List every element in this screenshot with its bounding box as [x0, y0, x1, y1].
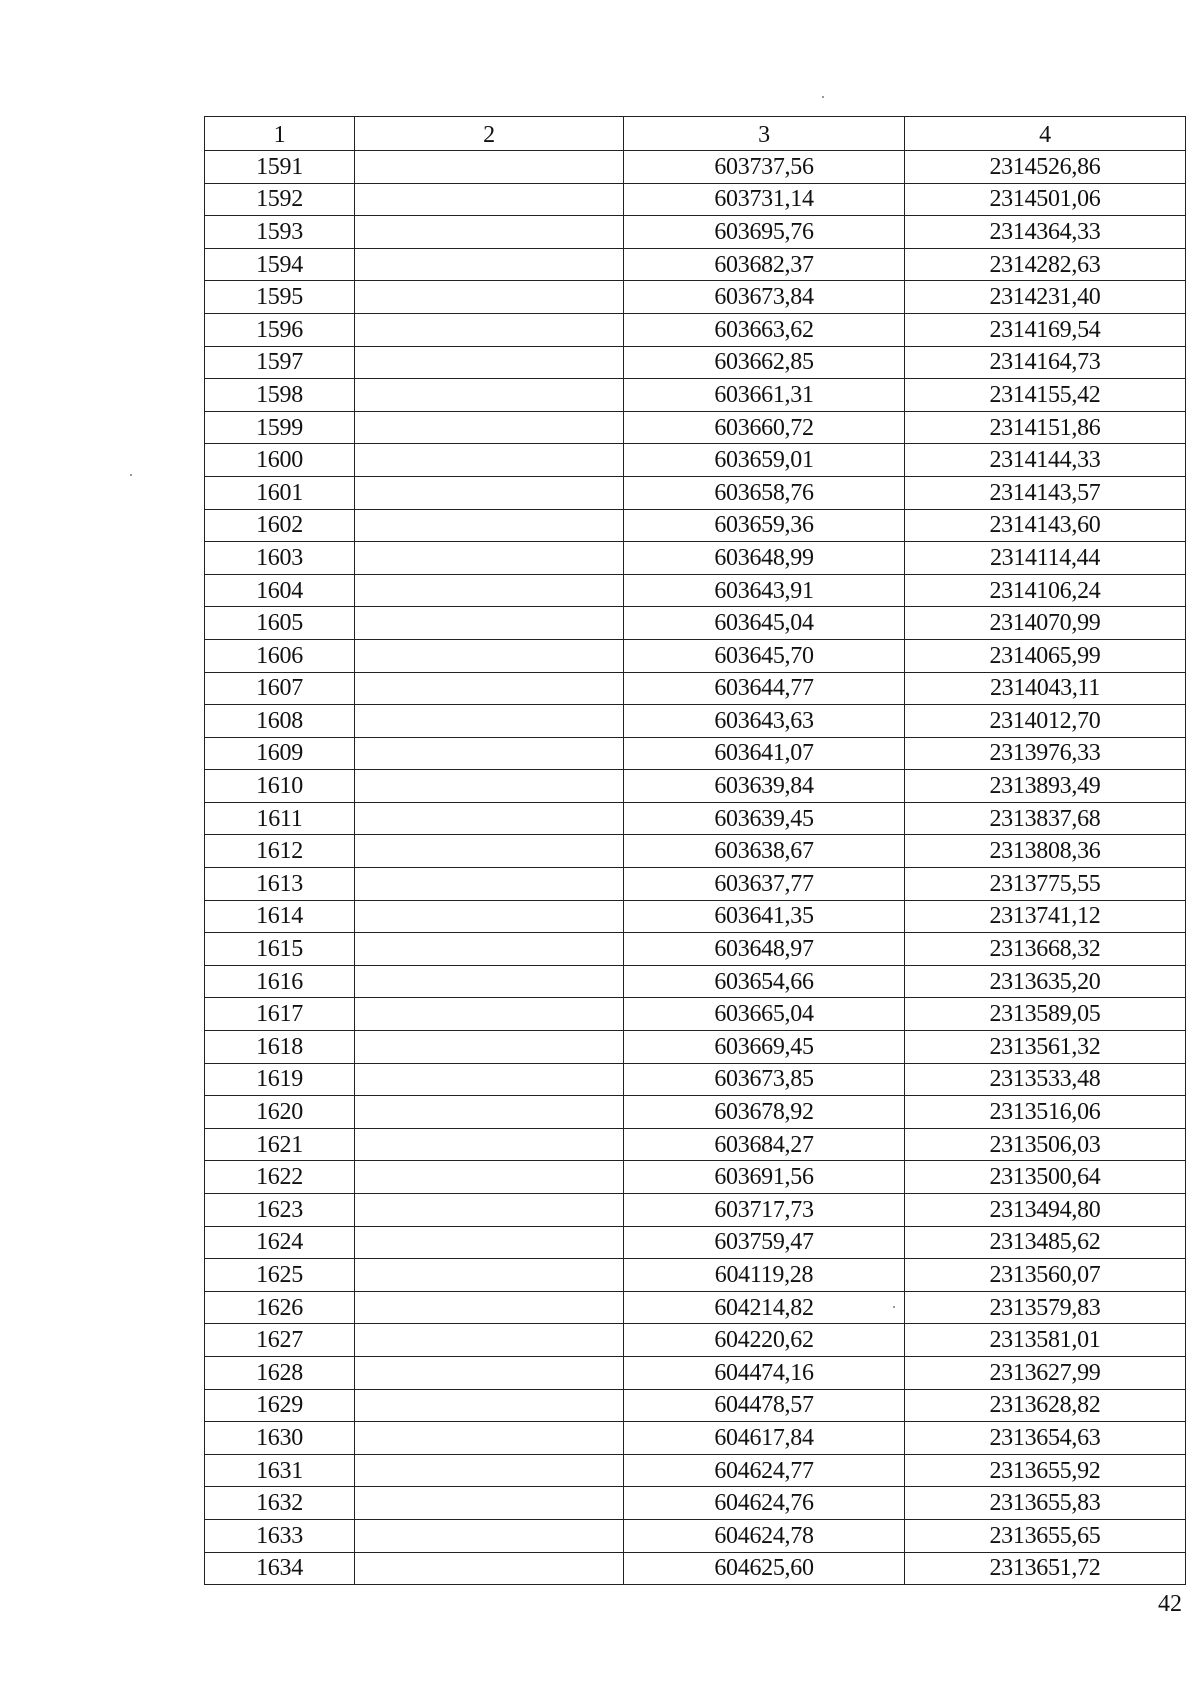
y-coordinate-cell: 2313589,05	[905, 998, 1186, 1031]
empty-cell	[355, 1128, 624, 1161]
x-coordinate-cell: 603638,67	[624, 835, 905, 868]
x-coordinate-cell: 603637,77	[624, 868, 905, 901]
table-row	[205, 1422, 1186, 1455]
x-coordinate-cell: 603695,76	[624, 216, 905, 249]
x-coordinate-cell: 603641,35	[624, 900, 905, 933]
x-coordinate-cell: 604119,28	[624, 1259, 905, 1292]
empty-cell	[355, 151, 624, 184]
empty-cell	[355, 1063, 624, 1096]
y-coordinate-cell: 2313893,49	[905, 770, 1186, 803]
table-row	[205, 281, 1186, 314]
table-row	[205, 1259, 1186, 1292]
point-number-cell: 1614	[205, 900, 355, 933]
point-number-cell: 1595	[205, 281, 355, 314]
x-coordinate-cell: 604214,82	[624, 1291, 905, 1324]
x-coordinate-cell: 603643,91	[624, 574, 905, 607]
x-coordinate-cell: 603641,07	[624, 737, 905, 770]
y-coordinate-cell: 2313494,80	[905, 1194, 1186, 1227]
y-coordinate-cell: 2313651,72	[905, 1552, 1186, 1585]
x-coordinate-cell: 603759,47	[624, 1226, 905, 1259]
table-row	[205, 1356, 1186, 1389]
empty-cell	[355, 346, 624, 379]
y-coordinate-cell: 2314526,86	[905, 151, 1186, 184]
empty-cell	[355, 1031, 624, 1064]
table-row	[205, 737, 1186, 770]
x-coordinate-cell: 603645,70	[624, 639, 905, 672]
empty-cell	[355, 965, 624, 998]
empty-cell	[355, 933, 624, 966]
empty-cell	[355, 1096, 624, 1129]
x-coordinate-cell: 603648,99	[624, 542, 905, 575]
table-row	[205, 151, 1186, 184]
point-number-cell: 1619	[205, 1063, 355, 1096]
x-coordinate-cell: 603673,84	[624, 281, 905, 314]
table-row	[205, 542, 1186, 575]
y-coordinate-cell: 2314065,99	[905, 639, 1186, 672]
table-row	[205, 1291, 1186, 1324]
y-coordinate-cell: 2313837,68	[905, 802, 1186, 835]
table-row	[205, 770, 1186, 803]
empty-cell	[355, 1226, 624, 1259]
y-coordinate-cell: 2314155,42	[905, 379, 1186, 412]
x-coordinate-cell: 604625,60	[624, 1552, 905, 1585]
empty-cell	[355, 770, 624, 803]
header-col-3: 3	[624, 117, 905, 151]
table-row	[205, 1389, 1186, 1422]
empty-cell	[355, 183, 624, 216]
point-number-cell: 1600	[205, 444, 355, 477]
x-coordinate-cell: 603654,66	[624, 965, 905, 998]
point-number-cell: 1626	[205, 1291, 355, 1324]
y-coordinate-cell: 2314501,06	[905, 183, 1186, 216]
point-number-cell: 1622	[205, 1161, 355, 1194]
empty-cell	[355, 1291, 624, 1324]
empty-cell	[355, 542, 624, 575]
point-number-cell: 1606	[205, 639, 355, 672]
empty-cell	[355, 509, 624, 542]
empty-cell	[355, 1259, 624, 1292]
x-coordinate-cell: 603648,97	[624, 933, 905, 966]
x-coordinate-cell: 603662,85	[624, 346, 905, 379]
y-coordinate-cell: 2313627,99	[905, 1356, 1186, 1389]
empty-cell	[355, 868, 624, 901]
empty-cell	[355, 574, 624, 607]
y-coordinate-cell: 2314282,63	[905, 248, 1186, 281]
y-coordinate-cell: 2314143,57	[905, 476, 1186, 509]
point-number-cell: 1633	[205, 1519, 355, 1552]
table-row	[205, 509, 1186, 542]
point-number-cell: 1634	[205, 1552, 355, 1585]
header-col-4: 4	[905, 117, 1186, 151]
y-coordinate-cell: 2314043,11	[905, 672, 1186, 705]
y-coordinate-cell: 2314114,44	[905, 542, 1186, 575]
table-row	[205, 346, 1186, 379]
y-coordinate-cell: 2313655,83	[905, 1487, 1186, 1520]
point-number-cell: 1598	[205, 379, 355, 412]
y-coordinate-cell: 2313741,12	[905, 900, 1186, 933]
point-number-cell: 1629	[205, 1389, 355, 1422]
x-coordinate-cell: 603691,56	[624, 1161, 905, 1194]
y-coordinate-cell: 2313654,63	[905, 1422, 1186, 1455]
point-number-cell: 1631	[205, 1454, 355, 1487]
x-coordinate-cell: 604478,57	[624, 1389, 905, 1422]
point-number-cell: 1615	[205, 933, 355, 966]
x-coordinate-cell: 603731,14	[624, 183, 905, 216]
empty-cell	[355, 672, 624, 705]
y-coordinate-cell: 2313516,06	[905, 1096, 1186, 1129]
scan-speck	[822, 96, 824, 98]
y-coordinate-cell: 2313506,03	[905, 1128, 1186, 1161]
point-number-cell: 1601	[205, 476, 355, 509]
table-row	[205, 1552, 1186, 1585]
y-coordinate-cell: 2313500,64	[905, 1161, 1186, 1194]
y-coordinate-cell: 2314151,86	[905, 411, 1186, 444]
point-number-cell: 1604	[205, 574, 355, 607]
x-coordinate-cell: 603678,92	[624, 1096, 905, 1129]
point-number-cell: 1621	[205, 1128, 355, 1161]
table-row	[205, 1031, 1186, 1064]
y-coordinate-cell: 2314144,33	[905, 444, 1186, 477]
empty-cell	[355, 835, 624, 868]
empty-cell	[355, 802, 624, 835]
empty-cell	[355, 998, 624, 1031]
empty-cell	[355, 1324, 624, 1357]
y-coordinate-cell: 2314070,99	[905, 607, 1186, 640]
table-row	[205, 1063, 1186, 1096]
table-row	[205, 216, 1186, 249]
y-coordinate-cell: 2314164,73	[905, 346, 1186, 379]
empty-cell	[355, 1487, 624, 1520]
table-row	[205, 998, 1186, 1031]
x-coordinate-cell: 603661,31	[624, 379, 905, 412]
y-coordinate-cell: 2314012,70	[905, 705, 1186, 738]
x-coordinate-cell: 603639,45	[624, 802, 905, 835]
point-number-cell: 1605	[205, 607, 355, 640]
empty-cell	[355, 1454, 624, 1487]
header-col-1: 1	[205, 117, 355, 151]
table-row	[205, 444, 1186, 477]
table-row	[205, 835, 1186, 868]
empty-cell	[355, 1552, 624, 1585]
table-row	[205, 574, 1186, 607]
table-row	[205, 1519, 1186, 1552]
empty-cell	[355, 1389, 624, 1422]
point-number-cell: 1602	[205, 509, 355, 542]
y-coordinate-cell: 2314106,24	[905, 574, 1186, 607]
table-row	[205, 1324, 1186, 1357]
x-coordinate-cell: 603663,62	[624, 313, 905, 346]
y-coordinate-cell: 2313560,07	[905, 1259, 1186, 1292]
table-row	[205, 965, 1186, 998]
coordinates-table	[204, 116, 1186, 1585]
y-coordinate-cell: 2314364,33	[905, 216, 1186, 249]
x-coordinate-cell: 604617,84	[624, 1422, 905, 1455]
point-number-cell: 1623	[205, 1194, 355, 1227]
empty-cell	[355, 216, 624, 249]
empty-cell	[355, 1519, 624, 1552]
table-row	[205, 900, 1186, 933]
empty-cell	[355, 313, 624, 346]
point-number-cell: 1603	[205, 542, 355, 575]
point-number-cell: 1591	[205, 151, 355, 184]
point-number-cell: 1617	[205, 998, 355, 1031]
x-coordinate-cell: 603643,63	[624, 705, 905, 738]
empty-cell	[355, 248, 624, 281]
table-row	[205, 183, 1186, 216]
x-coordinate-cell: 604624,76	[624, 1487, 905, 1520]
table-row	[205, 1454, 1186, 1487]
table-row	[205, 1226, 1186, 1259]
point-number-cell: 1618	[205, 1031, 355, 1064]
empty-cell	[355, 1194, 624, 1227]
point-number-cell: 1596	[205, 313, 355, 346]
table-row	[205, 476, 1186, 509]
y-coordinate-cell: 2313533,48	[905, 1063, 1186, 1096]
point-number-cell: 1624	[205, 1226, 355, 1259]
x-coordinate-cell: 604624,77	[624, 1454, 905, 1487]
y-coordinate-cell: 2313628,82	[905, 1389, 1186, 1422]
x-coordinate-cell: 603665,04	[624, 998, 905, 1031]
y-coordinate-cell: 2313561,32	[905, 1031, 1186, 1064]
empty-cell	[355, 1356, 624, 1389]
x-coordinate-cell: 603645,04	[624, 607, 905, 640]
table-row	[205, 313, 1186, 346]
y-coordinate-cell: 2313976,33	[905, 737, 1186, 770]
empty-cell	[355, 476, 624, 509]
y-coordinate-cell: 2314169,54	[905, 313, 1186, 346]
empty-cell	[355, 411, 624, 444]
point-number-cell: 1608	[205, 705, 355, 738]
table-row	[205, 1487, 1186, 1520]
y-coordinate-cell: 2313579,83	[905, 1291, 1186, 1324]
x-coordinate-cell: 604474,16	[624, 1356, 905, 1389]
y-coordinate-cell: 2313655,92	[905, 1454, 1186, 1487]
point-number-cell: 1616	[205, 965, 355, 998]
y-coordinate-cell: 2313485,62	[905, 1226, 1186, 1259]
table-row	[205, 639, 1186, 672]
x-coordinate-cell: 603682,37	[624, 248, 905, 281]
table-header-row	[205, 117, 1186, 151]
table-row	[205, 802, 1186, 835]
empty-cell	[355, 705, 624, 738]
table-row	[205, 607, 1186, 640]
table-body	[205, 151, 1186, 1585]
table-row	[205, 672, 1186, 705]
x-coordinate-cell: 603673,85	[624, 1063, 905, 1096]
table-row	[205, 411, 1186, 444]
x-coordinate-cell: 603644,77	[624, 672, 905, 705]
x-coordinate-cell: 603660,72	[624, 411, 905, 444]
y-coordinate-cell: 2313635,20	[905, 965, 1186, 998]
x-coordinate-cell: 603639,84	[624, 770, 905, 803]
point-number-cell: 1620	[205, 1096, 355, 1129]
x-coordinate-cell: 603659,01	[624, 444, 905, 477]
scan-speck	[130, 474, 132, 476]
x-coordinate-cell: 603658,76	[624, 476, 905, 509]
point-number-cell: 1625	[205, 1259, 355, 1292]
x-coordinate-cell: 604624,78	[624, 1519, 905, 1552]
x-coordinate-cell: 603737,56	[624, 151, 905, 184]
table-row	[205, 248, 1186, 281]
empty-cell	[355, 1161, 624, 1194]
x-coordinate-cell: 603684,27	[624, 1128, 905, 1161]
table-row	[205, 1096, 1186, 1129]
point-number-cell: 1611	[205, 802, 355, 835]
x-coordinate-cell: 603717,73	[624, 1194, 905, 1227]
point-number-cell: 1632	[205, 1487, 355, 1520]
header-col-2: 2	[355, 117, 624, 151]
x-coordinate-cell: 603669,45	[624, 1031, 905, 1064]
empty-cell	[355, 1422, 624, 1455]
page-number: 42	[1158, 1591, 1182, 1617]
y-coordinate-cell: 2314143,60	[905, 509, 1186, 542]
point-number-cell: 1627	[205, 1324, 355, 1357]
table-row	[205, 705, 1186, 738]
y-coordinate-cell: 2313581,01	[905, 1324, 1186, 1357]
empty-cell	[355, 737, 624, 770]
point-number-cell: 1599	[205, 411, 355, 444]
y-coordinate-cell: 2314231,40	[905, 281, 1186, 314]
empty-cell	[355, 444, 624, 477]
x-coordinate-cell: 604220,62	[624, 1324, 905, 1357]
point-number-cell: 1609	[205, 737, 355, 770]
y-coordinate-cell: 2313775,55	[905, 868, 1186, 901]
empty-cell	[355, 607, 624, 640]
point-number-cell: 1613	[205, 868, 355, 901]
point-number-cell: 1597	[205, 346, 355, 379]
empty-cell	[355, 379, 624, 412]
table-row	[205, 1128, 1186, 1161]
empty-cell	[355, 281, 624, 314]
y-coordinate-cell: 2313655,65	[905, 1519, 1186, 1552]
point-number-cell: 1607	[205, 672, 355, 705]
point-number-cell: 1610	[205, 770, 355, 803]
empty-cell	[355, 900, 624, 933]
empty-cell	[355, 639, 624, 672]
x-coordinate-cell: 603659,36	[624, 509, 905, 542]
table-row	[205, 1161, 1186, 1194]
point-number-cell: 1630	[205, 1422, 355, 1455]
table-row	[205, 933, 1186, 966]
point-number-cell: 1612	[205, 835, 355, 868]
y-coordinate-cell: 2313668,32	[905, 933, 1186, 966]
table-row	[205, 379, 1186, 412]
table-row	[205, 868, 1186, 901]
point-number-cell: 1594	[205, 248, 355, 281]
point-number-cell: 1593	[205, 216, 355, 249]
point-number-cell: 1628	[205, 1356, 355, 1389]
y-coordinate-cell: 2313808,36	[905, 835, 1186, 868]
point-number-cell: 1592	[205, 183, 355, 216]
table-row	[205, 1194, 1186, 1227]
